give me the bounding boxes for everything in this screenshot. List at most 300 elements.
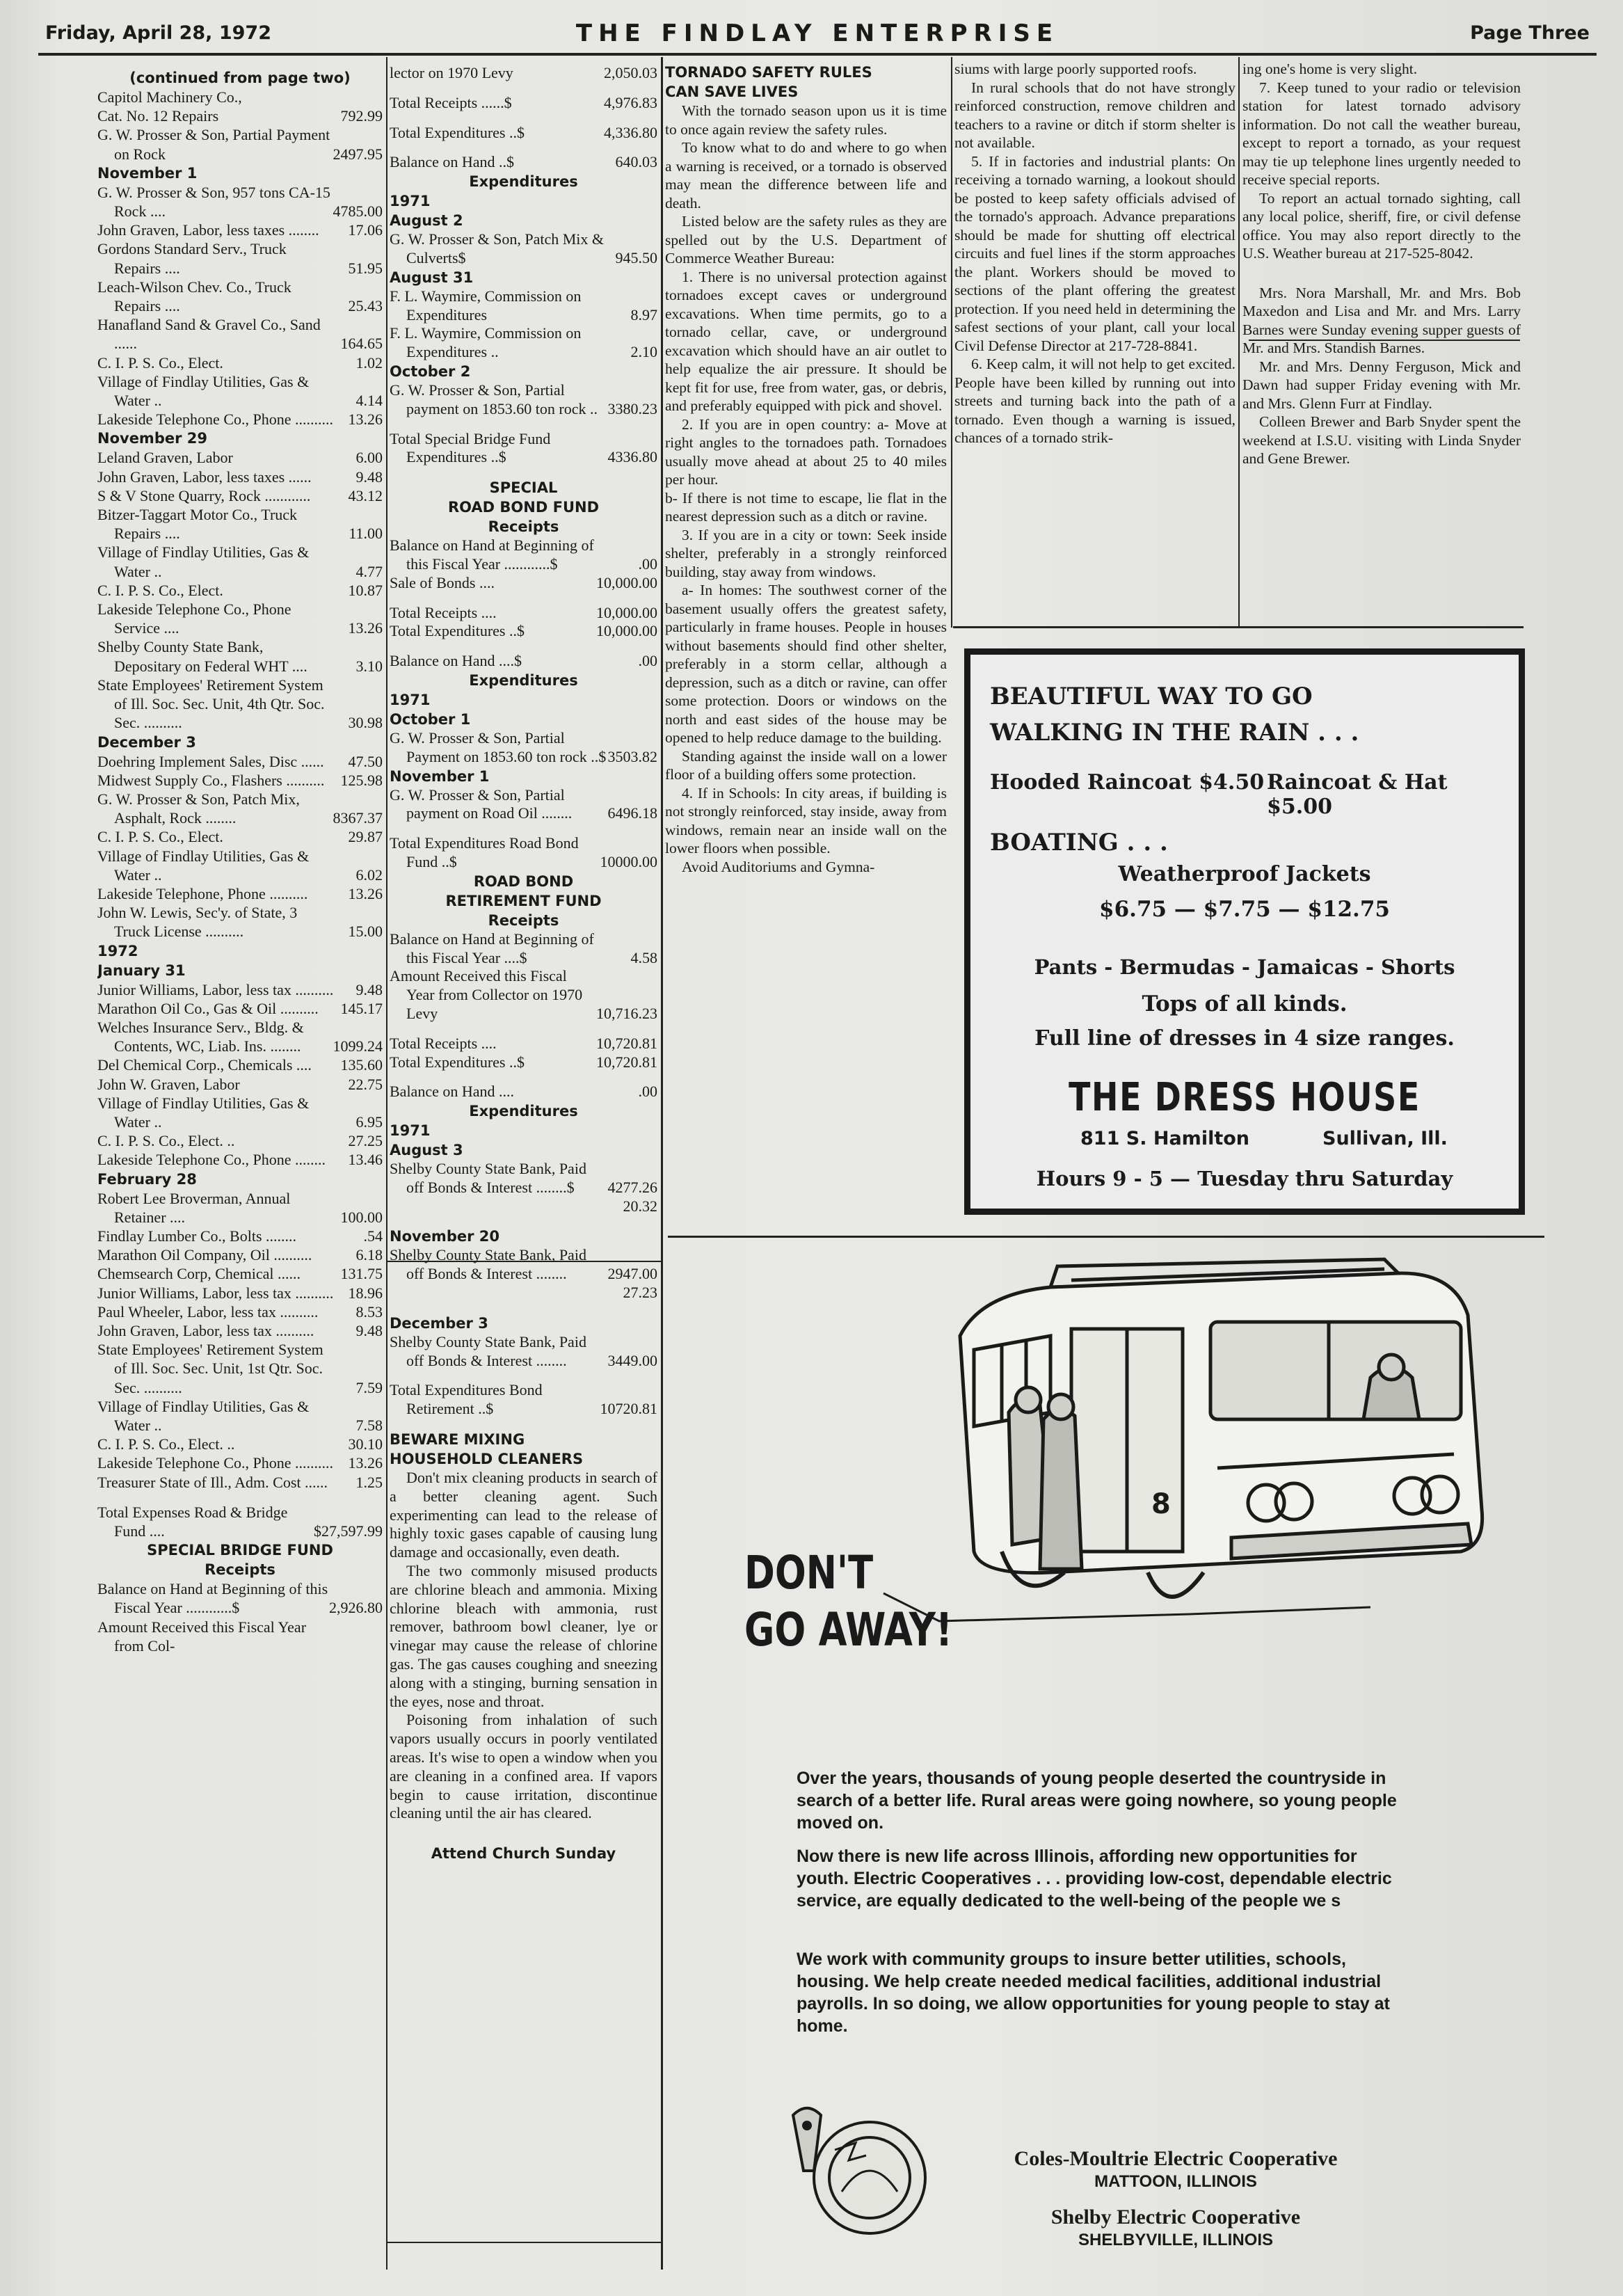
ledger-entry bbox=[390, 287, 657, 325]
entry-amount: 10000.00 bbox=[600, 852, 657, 870]
entry-description: Amount Received this Fiscal Year from Col- bbox=[97, 1618, 307, 1655]
boating-heading: BOATING . . . bbox=[990, 829, 1168, 856]
section-heading: 1972 bbox=[97, 942, 138, 959]
ledger-entry bbox=[390, 1035, 657, 1053]
centered-heading: Receipts bbox=[488, 518, 559, 536]
article-paragraph: Mrs. Nora Marshall, Mr. and Mrs. Bob Maxedon and Lisa and Mr. and Mrs. Larry Barnes were Sunday evening supper guests of Mr. and Mrs. Standish Barnes. bbox=[1242, 284, 1521, 356]
section-heading: August 2 bbox=[390, 212, 463, 230]
ad-paragraph-3: We work with community groups to insure better utilities, schools, housing. We help create needed medical facilities, additional industrial payrolls. In so doing, we allow opportunities for young people to stay at home. bbox=[797, 1950, 1390, 2036]
entry-description: Balance on Hand .... bbox=[390, 1083, 514, 1101]
article-paragraph: To know what to do and where to go when a warning is received, or a tornado is observed may mean the difference between life and death. bbox=[665, 139, 947, 212]
entry-amount: 10.87 bbox=[348, 581, 383, 599]
entry-description: F. L. Waymire, Commission on Expenditures bbox=[390, 287, 582, 324]
entry-amount: 10,720.81 bbox=[596, 1034, 657, 1052]
entry-amount: 22.75 bbox=[348, 1075, 383, 1093]
entry-description: Lakeside Telephone Co., Phone Service .... bbox=[97, 600, 291, 637]
article-paragraph: 7. Keep tuned to your radio or television station for latest tornado advisory information. Do not call the weather bureau, except to report a tornado, as your request may tie up telephone lines urgently needed to receive special reports. bbox=[1242, 79, 1521, 188]
section-heading: 1971 bbox=[390, 691, 431, 708]
ledger-entry bbox=[390, 604, 657, 623]
entry-amount: 8.53 bbox=[355, 1302, 383, 1321]
article-paragraph: 6. Keep calm, it will not help to get excited. People have been killed by running out into streets and turning back into the path of a tornado. Even though a warning is issued, chances of a tornado strik- bbox=[954, 356, 1236, 446]
section-heading: January 31 bbox=[97, 962, 186, 979]
ledger-entry bbox=[390, 834, 657, 872]
ledger-entry bbox=[97, 183, 383, 221]
centered-heading: SPECIAL BRIDGE FUND bbox=[147, 1542, 333, 1559]
dresses-line: Full line of dresses in 4 size ranges. bbox=[1034, 1026, 1455, 1051]
ledger-entry bbox=[390, 1160, 657, 1197]
entry-amount: 10,000.00 bbox=[596, 603, 657, 621]
entry-description: Leland Graven, Labor bbox=[97, 449, 233, 467]
centered-heading: Expenditures bbox=[469, 173, 578, 191]
ledger-entry bbox=[390, 324, 657, 362]
article-paragraph: 5. If in factories and industrial plants: On receiving a tornado warning, a lookout should be posted to keep safety officials advised of the tornado's approach. Advance preparations should be made for shutting off electrical circuits and fuel lines if the storm approaches the plant. Workers should be moved to sections of the plant offering the greatest protection. If you need held in determining the safest sections of your plant, call your local Civil Defense Director at 217-728-8841. bbox=[954, 152, 1236, 354]
entry-description: Marathon Oil Company, Oil .......... bbox=[97, 1246, 312, 1264]
column-divider bbox=[1238, 57, 1240, 628]
ledger-entry bbox=[390, 1083, 657, 1101]
store-city: Sullivan, Ill. bbox=[1322, 1128, 1448, 1149]
ad-headline-1: BEAUTIFUL WAY TO GO bbox=[990, 683, 1313, 710]
dress-house-ad bbox=[964, 648, 1525, 1215]
store-name: THE DRESS HOUSE bbox=[1069, 1075, 1421, 1120]
article-paragraph: Colleen Brewer and Barb Snyder spent the weekend at I.S.U. visiting with Linda Snyder and Gene Brewer. bbox=[1242, 413, 1521, 467]
article-paragraph: siums with large poorly supported roofs. bbox=[954, 61, 1197, 77]
ledger-entry bbox=[97, 468, 383, 486]
entry-description: John W. Lewis, Sec'y. of State, 3 Truck License .......... bbox=[97, 904, 298, 941]
entry-amount: 29.87 bbox=[348, 828, 383, 846]
article-paragraph: a- In homes: The southwest corner of the basement usually offers the greatest safety, particularly in frame houses. People in houses without basements should find other shelter, preferably in a storm cellar, although a depression, such as a ditch or ravine, can offer some protection. Doors or windows on the north and east sides of the house may be opened to help reduce damage to the building. bbox=[665, 582, 947, 746]
ad-headline-2: WALKING IN THE RAIN . . . bbox=[990, 719, 1359, 747]
entry-description: Chemsearch Corp, Chemical ...... bbox=[97, 1265, 301, 1283]
entry-description: Del Chemical Corp., Chemicals .... bbox=[97, 1056, 312, 1074]
electric-cooperative-ad bbox=[668, 1245, 1544, 2268]
entry-amount: 6496.18 bbox=[607, 804, 657, 822]
centered-heading: Receipts bbox=[488, 911, 559, 929]
ledger-entry bbox=[390, 729, 657, 767]
entry-description: John Graven, Labor, less taxes ........ bbox=[97, 221, 319, 239]
ledger-entry bbox=[97, 1094, 383, 1131]
spacer bbox=[390, 113, 657, 124]
masthead-title: THE FINDLAY ENTERPRISE bbox=[575, 19, 1060, 47]
entry-amount: 30.98 bbox=[348, 714, 383, 732]
entry-amount: 100.00 bbox=[340, 1208, 383, 1226]
header-rule bbox=[38, 53, 1597, 56]
entry-description: Findlay Lumber Co., Bolts ........ bbox=[97, 1227, 296, 1245]
entry-description: Shelby County State Bank, Depositary on Federal WHT .... bbox=[97, 638, 307, 675]
entry-description: Total Receipts .... bbox=[390, 603, 497, 621]
ledger-entry bbox=[390, 930, 657, 968]
article-paragraph: Poisoning from inhalation of such vapors usually occurs in poorly ventilated areas. It's wise to open a window when you are cleaning in a confined area. If vapors begin to cause irritation, discontinue cleaning until the air has cleared. bbox=[390, 1711, 657, 1822]
ledger-entry bbox=[97, 410, 383, 429]
ledger-entry bbox=[97, 771, 383, 790]
entry-description: John Graven, Labor, less tax .......... bbox=[97, 1321, 314, 1339]
entry-description: C. I. P. S. Co., Elect. bbox=[97, 353, 223, 372]
ledger-entry bbox=[390, 430, 657, 468]
entry-description: Shelby County State Bank, Paid off Bonds & Interest ........$ bbox=[390, 1160, 586, 1196]
ledger-entry bbox=[390, 64, 657, 83]
entry-description: Junior Williams, Labor, less tax .......... bbox=[97, 980, 334, 998]
entry-description: Leach-Wilson Chev. Co., Truck Repairs .... bbox=[97, 278, 291, 315]
entry-description: Sale of Bonds .... bbox=[390, 573, 495, 591]
entry-description: G. W. Prosser & Son, Partial payment on 1853.60 ton rock .. bbox=[390, 381, 598, 417]
entry-description: C. I. P. S. Co., Elect. .. bbox=[97, 1132, 235, 1150]
entry-description: Balance on Hand ....$ bbox=[390, 652, 522, 670]
spacer bbox=[390, 1370, 657, 1381]
spacer bbox=[390, 1302, 657, 1314]
entry-description: Lakeside Telephone Co., Phone ........ bbox=[97, 1151, 326, 1169]
spacer bbox=[390, 1419, 657, 1430]
entry-amount: 131.75 bbox=[340, 1265, 383, 1283]
entry-amount: 13.26 bbox=[348, 884, 383, 902]
entry-amount: 4785.00 bbox=[333, 202, 383, 221]
ledger-entry bbox=[390, 1381, 657, 1419]
entry-amount: 25.43 bbox=[348, 297, 383, 315]
entry-description: Total Expenditures Bond Retirement ..$ bbox=[390, 1381, 543, 1418]
ledger-entry bbox=[97, 221, 383, 239]
ledger-entry bbox=[97, 353, 383, 372]
column-divider bbox=[386, 57, 387, 2270]
ledger-entry bbox=[97, 1245, 383, 1264]
spacer bbox=[390, 823, 657, 834]
article-tornado-and-social-notes bbox=[1242, 60, 1521, 630]
ledger-entry bbox=[390, 652, 657, 671]
centered-heading: ROAD BOND bbox=[473, 872, 574, 890]
coop-name-shelby: Shelby Electric Cooperative bbox=[1050, 2206, 1301, 2229]
tops-line: Tops of all kinds. bbox=[1142, 991, 1348, 1017]
ad-paragraph-2: Now there is new life across Illinois, affording new opportunities for youth. Electric Cooperatives . . . providing low-cost, dependable electric service, are equally dedicated to the well-being of the people we s bbox=[797, 1847, 1392, 1911]
spacer bbox=[390, 83, 657, 94]
issue-date: Friday, April 28, 1972 bbox=[45, 22, 271, 44]
ledger-column-road-bridge bbox=[97, 68, 383, 2281]
entry-amount: 27.23 bbox=[623, 1284, 657, 1302]
entry-amount: 640.03 bbox=[615, 153, 657, 171]
entry-description: Welches Insurance Serv., Bldg. & Contents, WC, Liab. Ins. ........ bbox=[97, 1018, 304, 1055]
entry-amount: 3.10 bbox=[355, 657, 383, 675]
ledger-entry bbox=[97, 1264, 383, 1283]
entry-amount: 125.98 bbox=[340, 771, 383, 789]
entry-description: Junior Williams, Labor, less tax .......... bbox=[97, 1284, 334, 1302]
ledger-entry bbox=[97, 903, 383, 941]
entry-amount: 1.25 bbox=[355, 1473, 383, 1491]
ledger-entry bbox=[97, 1503, 383, 1540]
page-number: Page Three bbox=[1470, 22, 1590, 44]
ledger-entry bbox=[390, 124, 657, 143]
entry-amount: 164.65 bbox=[340, 335, 383, 353]
entry-amount: 15.00 bbox=[348, 923, 383, 941]
page-header bbox=[38, 14, 1597, 53]
entry-description: Village of Findlay Utilities, Gas & Water .. bbox=[97, 543, 310, 580]
entry-amount: 4277.26 bbox=[607, 1178, 657, 1196]
entry-amount: 145.17 bbox=[340, 999, 383, 1017]
ledger-entry bbox=[97, 1131, 383, 1150]
entry-amount: 10,720.81 bbox=[596, 1053, 657, 1071]
ledger-entry bbox=[390, 1197, 657, 1216]
entry-amount: 20.32 bbox=[623, 1197, 657, 1215]
section-heading: August 31 bbox=[390, 269, 474, 286]
jackets-label: Weatherproof Jackets bbox=[1118, 862, 1371, 886]
ad-headline-go-away: GO AWAY! bbox=[744, 1603, 953, 1657]
entry-description: Bitzer-Taggart Motor Co., Truck Repairs .... bbox=[97, 506, 298, 543]
spacer bbox=[1242, 263, 1521, 284]
jacket-prices: $6.75 — $7.75 — $12.75 bbox=[1099, 897, 1390, 922]
ledger-entry bbox=[390, 1333, 657, 1371]
section-heading: HOUSEHOLD CLEANERS bbox=[390, 1451, 584, 1468]
ledger-entry bbox=[97, 999, 383, 1018]
entry-description: Total Expenditures ..$ bbox=[390, 622, 525, 640]
entry-amount: .00 bbox=[638, 652, 657, 670]
entry-description: G. W. Prosser & Son, Partial payment on Road Oil ........ bbox=[390, 786, 573, 822]
entry-description: C. I. P. S. Co., Elect. .. bbox=[97, 1435, 235, 1453]
entry-amount: .00 bbox=[638, 1083, 657, 1101]
ledger-entry bbox=[97, 1340, 383, 1397]
spacer bbox=[97, 1492, 383, 1503]
entry-amount: 6.95 bbox=[355, 1113, 383, 1131]
spacer bbox=[390, 641, 657, 652]
spacer bbox=[390, 1071, 657, 1083]
ledger-entry bbox=[97, 581, 383, 600]
entry-amount: 27.25 bbox=[348, 1132, 383, 1150]
entry-description: G. W. Prosser & Son, 957 tons CA-15 Rock .... bbox=[97, 183, 330, 221]
entry-description: S & V Stone Quarry, Rock ............ bbox=[97, 486, 311, 504]
entry-amount: 6.02 bbox=[355, 866, 383, 884]
entry-description: Village of Findlay Utilities, Gas & Water .. bbox=[97, 1397, 310, 1434]
entry-description: lector on 1970 Levy bbox=[390, 64, 513, 81]
entry-amount: 4,336.80 bbox=[604, 123, 657, 141]
entry-description: C. I. P. S. Co., Elect. bbox=[97, 581, 223, 599]
ad-paragraph-1: Over the years, thousands of young people deserted the countryside in search of a better life. Rural areas were going nowhere, so young people moved on. bbox=[797, 1769, 1397, 1833]
section-heading: November 1 bbox=[97, 164, 198, 182]
ledger-entry bbox=[97, 847, 383, 884]
spacer bbox=[390, 1023, 657, 1035]
section-heading: 1971 bbox=[390, 1122, 431, 1140]
ledger-entry bbox=[97, 752, 383, 771]
column-divider bbox=[951, 57, 952, 628]
entry-description: Total Expenditures ..$ bbox=[390, 123, 525, 141]
entry-amount: 2.10 bbox=[630, 343, 657, 361]
ledger-entry bbox=[97, 1453, 383, 1472]
entry-amount: 135.60 bbox=[340, 1056, 383, 1074]
entry-amount: 47.50 bbox=[348, 752, 383, 770]
column-divider bbox=[661, 57, 663, 2270]
centered-heading: ROAD BOND FUND bbox=[447, 499, 600, 516]
entry-amount: 1099.24 bbox=[333, 1037, 383, 1055]
entry-amount: 792.99 bbox=[340, 107, 383, 125]
entry-description: Balance on Hand at Beginning of this Fiscal Year ............$ bbox=[390, 536, 594, 573]
ledger-entry bbox=[97, 505, 383, 543]
store-address: 811 S. Hamilton bbox=[1080, 1128, 1249, 1149]
reddy-kilowatt-logo bbox=[765, 2094, 946, 2247]
section-heading: 1971 bbox=[390, 193, 431, 210]
entry-amount: .00 bbox=[638, 555, 657, 573]
entry-description: State Employees' Retirement System of Ill. Soc. Sec. Unit, 4th Qtr. Soc. Sec. .......... bbox=[97, 676, 325, 732]
entry-description: John W. Graven, Labor bbox=[97, 1075, 240, 1093]
entry-amount: 17.06 bbox=[348, 221, 383, 239]
entry-amount: 2497.95 bbox=[333, 145, 383, 163]
entry-description: Lakeside Telephone Co., Phone .......... bbox=[97, 410, 333, 429]
entry-amount: 9.48 bbox=[355, 1321, 383, 1339]
entry-description: Gordons Standard Serv., Truck Repairs .... bbox=[97, 240, 287, 277]
entry-amount: 10,000.00 bbox=[596, 573, 657, 591]
ledger-entry bbox=[390, 536, 657, 574]
spacer bbox=[390, 1823, 657, 1844]
entry-amount: 4336.80 bbox=[607, 448, 657, 466]
raincoat-hat-price: Raincoat & Hat $5.00 bbox=[1267, 770, 1448, 819]
article-paragraph: b- If there is not time to escape, lie flat in the nearest depression such as a ditch or ravine. bbox=[665, 489, 947, 525]
entry-amount: 10,000.00 bbox=[596, 622, 657, 640]
ledger-entry bbox=[390, 1284, 657, 1302]
entry-amount: 3503.82 bbox=[607, 747, 657, 765]
coop-city-mattoon: MATTOON, ILLINOIS bbox=[1094, 2172, 1257, 2191]
ledger-column-bridge-bond-funds bbox=[390, 64, 657, 2277]
ledger-entry bbox=[97, 637, 383, 675]
ledger-entry bbox=[97, 448, 383, 467]
ledger-entry bbox=[97, 372, 383, 410]
ledger-entry bbox=[97, 125, 383, 163]
article-paragraph: Listed below are the safety rules as they are spelled out by the U.S. Department of Commerce Weather Bureau: bbox=[665, 213, 947, 266]
ledger-entry bbox=[97, 884, 383, 903]
entry-amount: 7.59 bbox=[355, 1378, 383, 1396]
spacer bbox=[390, 142, 657, 153]
entry-amount: 8.97 bbox=[630, 305, 657, 324]
ledger-entry bbox=[390, 94, 657, 113]
entry-description: Village of Findlay Utilities, Gas & Water .. bbox=[97, 847, 310, 884]
entry-description: Doehring Implement Sales, Disc ...... bbox=[97, 752, 324, 770]
ledger-entry bbox=[97, 1227, 383, 1245]
entry-description: John Graven, Labor, less taxes ...... bbox=[97, 468, 312, 486]
ledger-entry bbox=[390, 1053, 657, 1072]
pants-line: Pants - Bermudas - Jamaicas - Shorts bbox=[1034, 955, 1455, 979]
entry-description: Marathon Oil Co., Gas & Oil .......... bbox=[97, 999, 319, 1017]
coop-name-coles-moultrie: Coles-Moultrie Electric Cooperative bbox=[1014, 2147, 1338, 2170]
entry-description: Paul Wheeler, Labor, less tax .......... bbox=[97, 1302, 319, 1321]
ledger-entry bbox=[97, 88, 383, 106]
entry-amount: .54 bbox=[363, 1227, 383, 1245]
section-heading: October 1 bbox=[390, 710, 471, 728]
entry-description: Shelby County State Bank, Paid off Bonds & Interest ........ bbox=[390, 1332, 586, 1369]
entry-description: Balance on Hand ..$ bbox=[390, 153, 514, 171]
ledger-entry bbox=[97, 980, 383, 999]
entry-amount: 43.12 bbox=[348, 486, 383, 504]
entry-description: G. W. Prosser & Son, Patch Mix & Culverts$ bbox=[390, 230, 605, 266]
centered-heading: Attend Church Sunday bbox=[431, 1845, 616, 1863]
section-heading: November 20 bbox=[390, 1228, 499, 1245]
entry-amount: 4.58 bbox=[630, 948, 657, 966]
entry-description: Balance on Hand at Beginning of this Fiscal Year ............$ bbox=[97, 1580, 328, 1617]
ledger-entry bbox=[390, 381, 657, 419]
entry-amount: 30.10 bbox=[348, 1435, 383, 1453]
article-paragraph: Don't mix cleaning products in search of a better cleaning agent. Such experimenting can lead to the release of highly toxic gases capable of causing lung damage and occasionally, even death. bbox=[390, 1469, 657, 1561]
entry-amount: 13.26 bbox=[348, 1454, 383, 1472]
entry-amount: 9.48 bbox=[355, 980, 383, 998]
entry-description: Treasurer State of Ill., Adm. Cost ...... bbox=[97, 1473, 328, 1491]
article-paragraph: 2. If you are in open country: a- Move at right angles to the tornadoes path. Tornadoes usually move ahead at about 25 to 40 miles per hour. bbox=[665, 415, 947, 488]
article-paragraph: In rural schools that do not have strongly reinforced construction, remove children and teachers to a ravine or ditch if storm shelter is not available. bbox=[954, 79, 1236, 151]
ledger-entry bbox=[390, 967, 657, 1023]
centered-heading: Expenditures bbox=[469, 671, 578, 689]
spacer bbox=[390, 467, 657, 478]
ledger-entry bbox=[97, 486, 383, 505]
entry-description: Lakeside Telephone Co., Phone .......... bbox=[97, 1454, 333, 1472]
centered-heading: RETIREMENT FUND bbox=[445, 892, 602, 909]
centered-heading: Expenditures bbox=[469, 1103, 578, 1120]
entry-description: Total Receipts ......$ bbox=[390, 93, 512, 111]
ledger-entry bbox=[97, 1302, 383, 1321]
entry-amount: 13.26 bbox=[348, 410, 383, 429]
ledger-entry bbox=[97, 1018, 383, 1055]
ledger-entry bbox=[97, 1055, 383, 1074]
entry-description: Midwest Supply Co., Flashers .......... bbox=[97, 771, 325, 789]
entry-amount: 51.95 bbox=[348, 259, 383, 277]
entry-description: Total Expenditures ..$ bbox=[390, 1053, 525, 1071]
article-paragraph: The two commonly misused products are chlorine bleach and ammonia. Mixing chlorine bleach with ammonia, rust remover, bathroom bowl cleaner, lye or vinegar may cause the release of chlorine gas. The gas causes coughing and sneezing along with a stinging, burning sensation in the eyes, nose and throat. bbox=[390, 1562, 657, 1710]
ledger-entry bbox=[97, 1284, 383, 1302]
entry-amount: 4.77 bbox=[355, 562, 383, 580]
section-heading: November 29 bbox=[97, 430, 207, 447]
ledger-entry bbox=[390, 153, 657, 172]
store-hours: Hours 9 - 5 — Tuesday thru Saturday bbox=[1036, 1167, 1453, 1190]
entry-amount: 7.58 bbox=[355, 1417, 383, 1434]
ledger-entry bbox=[97, 106, 383, 125]
entry-amount: 2947.00 bbox=[607, 1265, 657, 1283]
entry-description: Hanafland Sand & Gravel Co., Sand ...... bbox=[97, 316, 321, 353]
ledger-entry bbox=[97, 1618, 383, 1655]
entry-amount: 4.14 bbox=[355, 392, 383, 410]
entry-description: Village of Findlay Utilities, Gas & Water .. bbox=[97, 1094, 310, 1131]
ledger-entry bbox=[97, 278, 383, 315]
article-paragraph: 3. If you are in a city or town: Seek inside shelter, preferably in a strongly reinforced building, stay away from windows. bbox=[665, 526, 947, 580]
ledger-entry bbox=[390, 230, 657, 268]
section-heading: BEWARE MIXING bbox=[390, 1431, 525, 1449]
entry-description: G. W. Prosser & Son, Patch Mix, Asphalt, Rock ........ bbox=[97, 790, 300, 827]
section-heading: November 1 bbox=[390, 767, 490, 785]
article-paragraph: Mr. and Mrs. Denny Ferguson, Mick and Dawn had supper Friday evening with Mr. and Mrs. Glenn Furr at Findlay. bbox=[1242, 358, 1521, 412]
ledger-entry bbox=[97, 1189, 383, 1227]
entry-amount: 8367.37 bbox=[333, 809, 383, 827]
entry-description: G. W. Prosser & Son, Partial Payment on 1853.60 ton rock ..$ bbox=[390, 728, 607, 765]
section-heading: February 28 bbox=[97, 1170, 197, 1188]
entry-amount: 11.00 bbox=[349, 525, 383, 543]
entry-description: G. W. Prosser & Son, Partial Payment on Rock bbox=[97, 126, 330, 163]
bus-number: 8 bbox=[1151, 1488, 1171, 1520]
article-paragraph: Avoid Auditoriums and Gymna- bbox=[682, 858, 875, 875]
ledger-entry bbox=[97, 543, 383, 580]
entry-description: Total Receipts .... bbox=[390, 1034, 497, 1052]
raincoat-price: Hooded Raincoat $4.50 bbox=[990, 770, 1265, 795]
centered-heading: Receipts bbox=[205, 1561, 275, 1579]
article-paragraph: ing one's home is very slight. bbox=[1242, 61, 1418, 77]
ledger-entry bbox=[97, 1579, 383, 1617]
ledger-entry bbox=[97, 1435, 383, 1453]
article-paragraph: With the tornado season upon us it is time to once again review the safety rules. bbox=[665, 102, 947, 138]
spacer bbox=[390, 593, 657, 604]
centered-heading: (continued from page two) bbox=[129, 70, 351, 86]
ledger-entry bbox=[390, 574, 657, 593]
article-paragraph: To report an actual tornado sighting, call any local police, sheriff, fire, or civil defense office. You may also report directly to the U.S. Weather bureau at 217-525-8042. bbox=[1242, 189, 1521, 262]
entry-description: Cat. No. 12 Repairs bbox=[97, 107, 219, 125]
section-heading: December 3 bbox=[97, 733, 196, 751]
entry-description: Shelby County State Bank, Paid off Bonds & Interest ........ bbox=[390, 1246, 586, 1283]
section-heading: August 3 bbox=[390, 1142, 463, 1159]
entry-description: Village of Findlay Utilities, Gas & Water .. bbox=[97, 372, 310, 410]
ledger-entry bbox=[390, 622, 657, 641]
article-tornado-safety-cont bbox=[954, 60, 1236, 623]
entry-amount: 3449.00 bbox=[607, 1351, 657, 1369]
section-heading: CAN SAVE LIVES bbox=[665, 83, 799, 100]
ledger-entry bbox=[390, 786, 657, 824]
entry-description: Capitol Machinery Co., bbox=[97, 88, 242, 106]
ledger-entry bbox=[390, 1246, 657, 1284]
section-heading: TORNADO SAFETY RULES bbox=[665, 64, 872, 81]
ledger-entry bbox=[97, 600, 383, 637]
